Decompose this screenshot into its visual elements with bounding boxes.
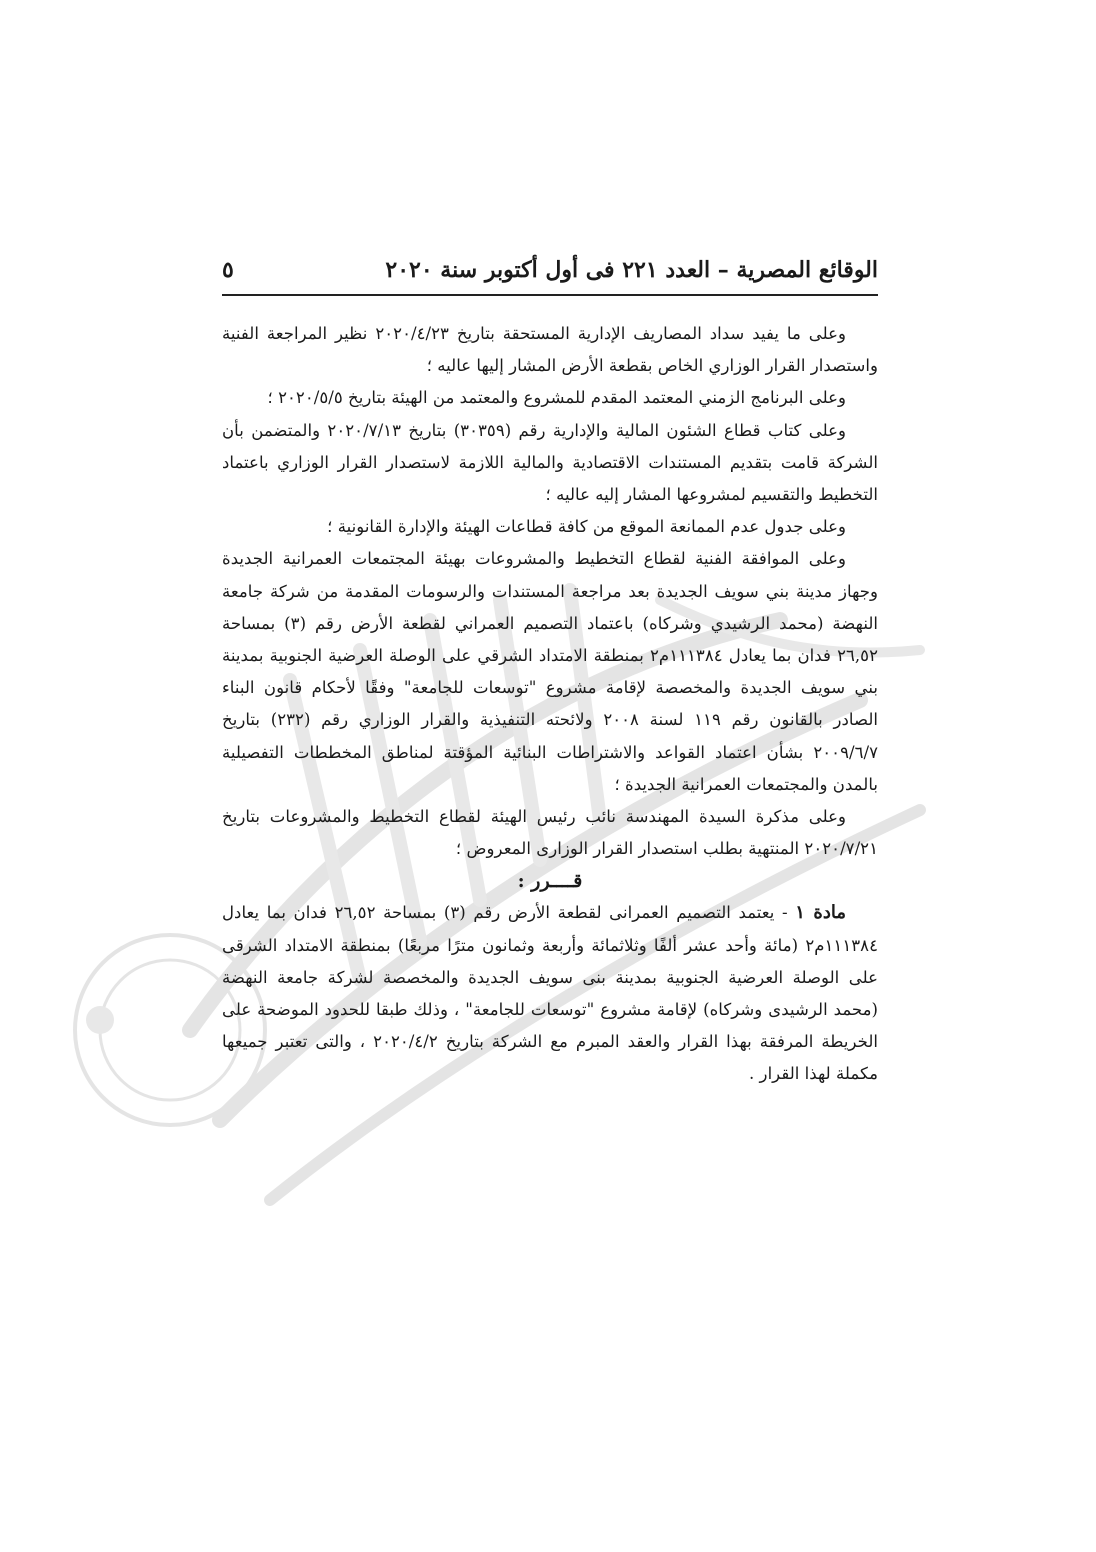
decree-heading: قــــرر : [517, 870, 583, 893]
page-number: ٥ [222, 257, 234, 283]
paragraph-technical-approval: وعلى الموافقة الفنية لقطاع التخطيط والمشروعات بهيئة المجتمعات العمرانية الجديدة وجهاز مدينة بني سويف الجديدة بعد مراجعة المستندات والرسومات المقدمة من شركة جامعة النهضة (محمد الرشيدي وشركاه) باعتماد التصميم العمراني لقطعة الأرض رقم (٣) بمساحة ٢٦,٥٢ فدان بما يعادل ١١١٣٨٤م٢ بمنطقة الامتداد الشرقي على الوصلة العرضية الجنوبية بمدينة بني سويف الجديدة والمخصصة لإقامة مشروع "توسعات للجامعة" وفقًا لأحكام قانون البناء الصادر بالقانون رقم ١١٩ لسنة ٢٠٠٨ ولائحته التنفيذية والقرار الوزاري رقم (٢٣٢) بتاريخ ٢٠٠٩/٦/٧ بشأن اعتماد القواعد والاشتراطات البنائية المؤقتة لمناطق المخططات التفصيلية بالمدن والمجتمعات العمرانية الجديدة ؛ [222, 549, 879, 794]
paragraph-timeline: وعلى البرنامج الزمني المعتمد المقدم للمشروع والمعتمد من الهيئة بتاريخ ٢٠٢٠/٥/٥ ؛ [267, 388, 846, 408]
paragraph-finance-letter: وعلى كتاب قطاع الشئون المالية والإدارية رقم (٣٠٣٥٩) بتاريخ ٢٠٢٠/٧/١٣ والمتضمن بأن الشركة قامت بتقديم المستندات الاقتصادية والمالية اللازمة لاستصدار القرار الوزاري باعتماد التخطيط والتقسيم لمشروعها المشار إليه عاليه ؛ [222, 420, 878, 505]
paragraph-memo: وعلى مذكرة السيدة المهندسة نائب رئيس الهيئة لقطاع التخطيط والمشروعات بتاريخ ٢٠٢٠/٧/٢١ المنتهية بطلب استصدار القرار الوزارى المعروض ؛ [222, 807, 878, 859]
paragraph-no-objection: وعلى جدول عدم الممانعة الموقع من كافة قطاعات الهيئة والإدارة القانونية ؛ [327, 517, 846, 537]
paragraph-expenses: وعلى ما يفيد سداد المصاريف الإدارية المستحقة بتاريخ ٢٠٢٠/٤/٢٣ نظير المراجعة الفنية واستصدار القرار الوزاري الخاص بقطعة الأرض المشار إليها عاليه ؛ [222, 324, 878, 376]
header-divider [222, 294, 878, 296]
article-1-text: - يعتمد التصميم العمرانى لقطعة الأرض رقم (٣) بمساحة ٢٦,٥٢ فدان بما يعادل ١١١٣٨٤م٢ (مائة وأحد عشر ألفًا وثلاثمائة وأربعة وثمانون مترًا مربعًا) بمنطقة الامتداد الشرقى على الوصلة العرضية الجنوبية بمدينة بنى سويف الجديدة والمخصصة لشركة جامعة النهضة (محمد الرشيدى وشركاه) لإقامة مشروع "توسعات للجامعة" ، وذلك طبقا للحدود الموضحة على الخريطة المرفقة بهذا القرار والعقد المبرم مع الشركة بتاريخ ٢٠٢٠/٤/٢ ، والتى تعتبر جميعها مكملة لهذا القرار . [222, 903, 878, 1084]
page-header [222, 250, 878, 290]
article-1 [222, 897, 878, 1090]
article-1-label: مادة ١ [795, 902, 846, 924]
document-body [222, 318, 878, 1091]
gazette-header-title: الوقائع المصرية – العدد ٢٢١ فى أول أكتوبر سنة ٢٠٢٠ [385, 257, 878, 283]
